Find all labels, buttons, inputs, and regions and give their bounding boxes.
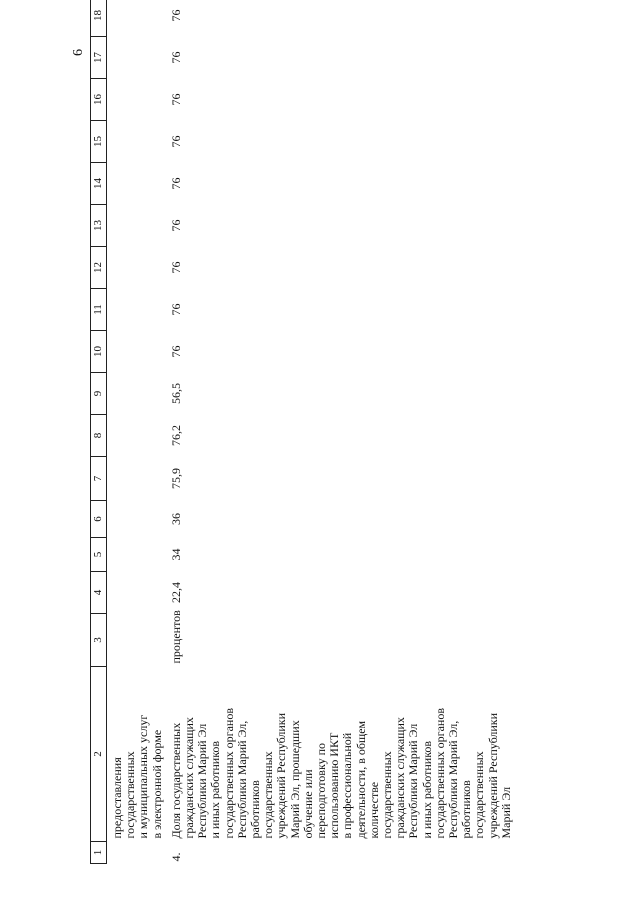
row-unit: процентов	[168, 610, 183, 664]
row-value: 22,4	[168, 582, 183, 603]
col-header: 13	[91, 205, 107, 247]
col-header: 10	[91, 331, 107, 373]
row-value: 76,2	[168, 425, 183, 446]
col-header: 11	[91, 289, 107, 331]
col-header: 7	[91, 457, 107, 501]
col-header: 16	[91, 79, 107, 121]
row-value: 76	[168, 219, 183, 232]
col-header: 17	[91, 37, 107, 79]
row-value: 76	[168, 303, 183, 316]
col-header: 8	[91, 415, 107, 457]
page-number: 6	[71, 49, 86, 56]
row-description: Доля государственных гражданских служащих Республики Марий Эл и иных работников государственных органов Республики Марий Эл, работников государственных учреждений Республики Марий Эл, прошедших обучение или переподготовку по использованию ИКТ в профессиональной деятельности, в общем количестве государственных гражданских служащих Республики Марий Эл и иных работников государственных органов Республики Марий Эл, работников государственных учреждений Республики Марий Эл	[168, 708, 513, 839]
indicators-table	[90, 0, 513, 864]
col-header: 2	[91, 667, 107, 842]
row-value: 76	[168, 51, 183, 64]
table-row	[164, 0, 513, 864]
row-value: 75,9	[168, 468, 183, 489]
col-header: 6	[91, 501, 107, 538]
row-value: 76	[168, 345, 183, 358]
col-header: 12	[91, 247, 107, 289]
col-header: 5	[91, 538, 107, 572]
col-header: 1	[91, 842, 107, 864]
col-header: 4	[91, 572, 107, 614]
col-header: 15	[91, 121, 107, 163]
table-row-continuation	[107, 0, 164, 864]
col-header: 9	[91, 373, 107, 415]
col-header: 18	[91, 0, 107, 37]
row-value: 36	[168, 513, 183, 525]
row-number: 4.	[168, 852, 183, 862]
row-value: 76	[168, 93, 183, 106]
row-value: 56,5	[168, 383, 183, 404]
col-header: 3	[91, 614, 107, 667]
row-value: 76	[168, 9, 183, 22]
continuation-text: предоставления государственных и муниципальных услуг в электронной форме	[110, 714, 164, 839]
table-header-row	[91, 0, 107, 864]
row-value: 76	[168, 177, 183, 190]
row-value: 76	[168, 261, 183, 274]
col-header: 14	[91, 163, 107, 205]
row-value: 34	[168, 548, 183, 561]
row-value: 76	[168, 135, 183, 148]
